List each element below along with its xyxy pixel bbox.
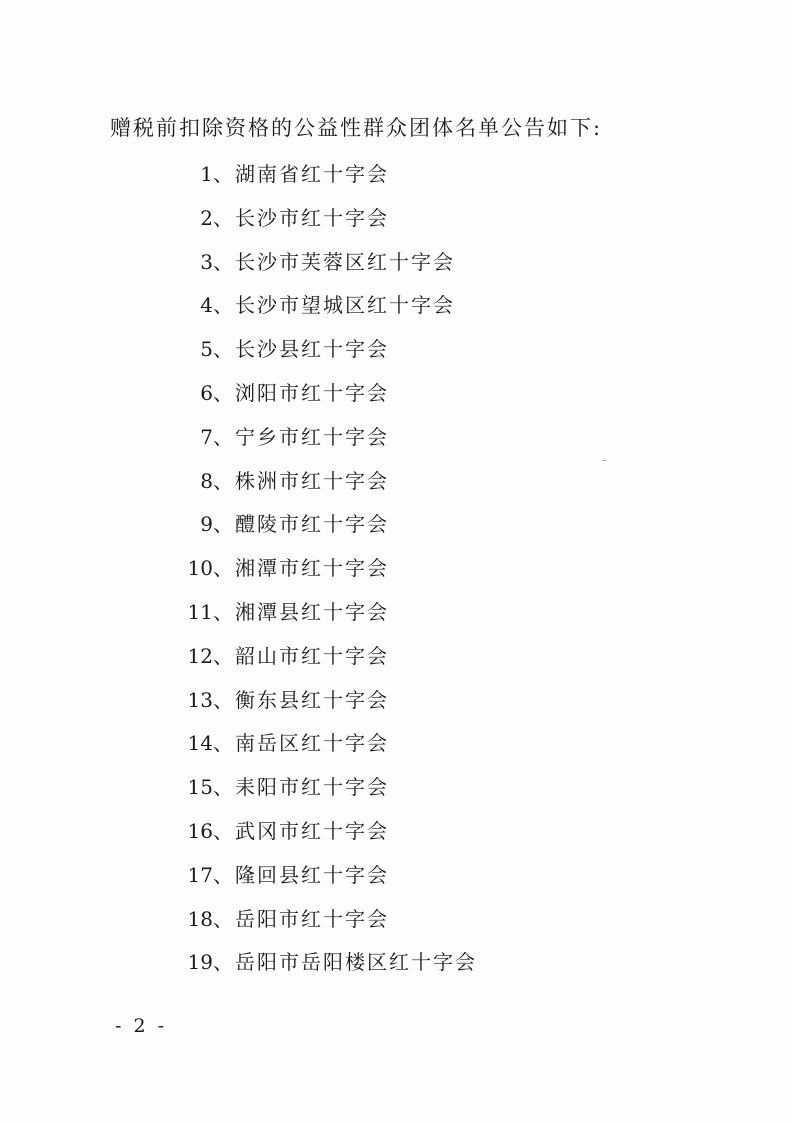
list-item-name: 衡东县红十字会 — [235, 687, 389, 712]
list-item-number: 13、 — [187, 687, 233, 712]
list-item-name: 长沙市望城区红十字会 — [235, 293, 455, 318]
list-item-name: 韶山市红十字会 — [235, 643, 389, 668]
scan-speck — [603, 460, 606, 461]
list-item — [0, 860, 389, 890]
list-item-number: 2、 — [200, 205, 233, 230]
list-item — [0, 334, 389, 364]
list-item — [0, 904, 389, 934]
list-item-name: 株洲市红十字会 — [235, 468, 389, 493]
list-item — [0, 553, 389, 583]
list-item-number: 15、 — [187, 775, 233, 800]
list-item-name: 湘潭县红十字会 — [235, 600, 389, 624]
list-item-name: 醴陵市红十字会 — [235, 512, 389, 537]
list-item — [0, 290, 455, 320]
list-item-number: 7、 — [200, 424, 233, 449]
list-item — [0, 466, 389, 496]
list-item — [0, 509, 389, 539]
list-item-name: 长沙县红十字会 — [235, 337, 389, 362]
list-item-number: 5、 — [200, 337, 233, 362]
list-item-number: 6、 — [200, 381, 233, 405]
list-item — [0, 422, 389, 452]
list-item — [0, 685, 389, 715]
list-item-number: 19、 — [187, 950, 233, 975]
list-item — [0, 597, 389, 627]
list-item-name: 南岳区红十字会 — [235, 731, 389, 756]
list-item-number: 8、 — [200, 468, 233, 493]
list-item-number: 4、 — [200, 293, 233, 318]
list-item-name: 长沙市芙蓉区红十字会 — [235, 249, 455, 274]
list-item — [0, 728, 389, 758]
list-item — [0, 772, 389, 802]
list-item-name: 武冈市红十字会 — [235, 819, 389, 843]
list-item-name: 岳阳市红十字会 — [235, 906, 389, 931]
list-item-name: 湘潭市红十字会 — [235, 556, 389, 581]
list-item-number: 1、 — [200, 162, 233, 186]
list-item — [0, 947, 477, 977]
list-item — [0, 247, 455, 277]
list-item-name: 隆回县红十字会 — [235, 862, 389, 887]
list-item-name: 浏阳市红十字会 — [235, 381, 389, 405]
list-item — [0, 203, 389, 233]
list-item-number: 16、 — [187, 819, 233, 843]
list-item-number: 12、 — [187, 643, 233, 668]
list-item-number: 17、 — [187, 862, 233, 887]
list-item-number: 11、 — [187, 600, 233, 624]
list-item — [0, 816, 389, 846]
list-item-number: 18、 — [187, 906, 233, 931]
list-item — [0, 159, 389, 189]
list-item-number: 3、 — [200, 249, 233, 274]
list-item — [0, 378, 389, 408]
intro-text: 赠税前扣除资格的公益性群众团体名单公告如下: — [110, 116, 603, 140]
list-item-name: 湖南省红十字会 — [235, 162, 389, 186]
list-item-name: 宁乡市红十字会 — [235, 424, 389, 449]
list-item-number: 10、 — [187, 556, 233, 581]
list-item-number: 14、 — [187, 731, 233, 756]
list-item-name: 长沙市红十字会 — [235, 205, 389, 230]
list-item-number: 9、 — [200, 512, 233, 537]
page-number: - 2 - — [115, 1015, 168, 1037]
list-item-name: 岳阳市岳阳楼区红十字会 — [235, 950, 477, 975]
list-item — [0, 641, 389, 671]
list-item-name: 耒阳市红十字会 — [235, 775, 389, 800]
